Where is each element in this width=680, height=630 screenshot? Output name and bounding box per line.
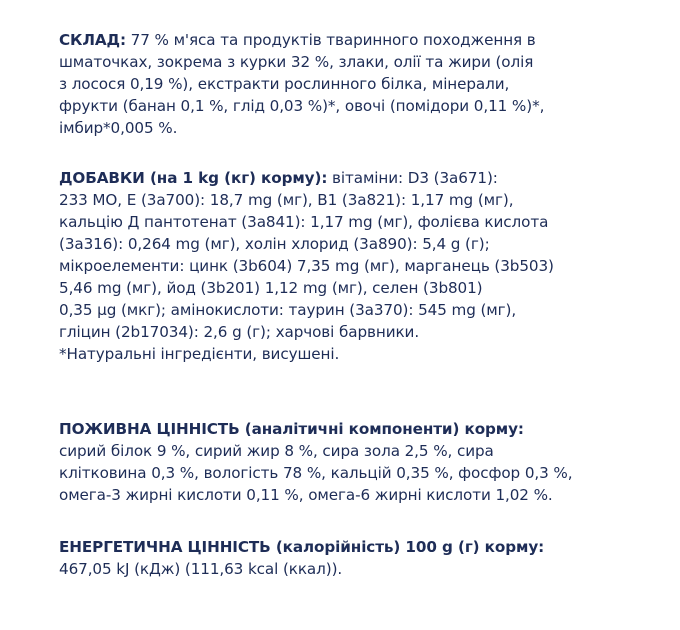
additives-section (59, 167, 659, 365)
energy-heading: ЕНЕРГЕТИЧНА ЦІННІСТЬ (калорійність) 100 g (г) корму: (59, 538, 545, 556)
composition-text: з лосося 0,19 %), екстракти рослинного білка, мінерали, (59, 75, 510, 93)
additives-text: 5,46 mg (мг), йод (3b201) 1,12 mg (мг), селен (3b801) (59, 279, 483, 297)
additives-text: 0,35 µg (мкг); амінокислоти: таурин (3a370): 545 mg (мг), (59, 301, 517, 319)
nutrition-text: клітковина 0,3 %, вологість 78 %, кальцій 0,35 %, фосфор 0,3 %, (59, 464, 573, 482)
composition-text: 77 % м'яса та продуктів тваринного походження в (125, 31, 536, 49)
additives-text: (3a316): 0,264 mg (мг), холін хлорид (3a890): 5,4 g (г); (59, 235, 490, 253)
nutrition-section (59, 418, 659, 506)
energy-text: 467,05 kJ (кДж) (111,63 kcal (ккал)). (59, 560, 343, 578)
nutrition-text: омега-3 жирні кислоти 0,11 %, омега-6 жирні кислоти 1,02 %. (59, 486, 553, 504)
additives-text: вітаміни: D3 (3a671): (327, 169, 498, 187)
composition-line-1 (59, 29, 659, 51)
energy-section (59, 536, 659, 580)
composition-text: імбир*0,005 %. (59, 119, 178, 137)
composition-text: фрукти (банан 0,1 %, глід 0,03 %)*, овочі (помідори 0,11 %)*, (59, 97, 545, 115)
additives-text: 233 МО, E (3a700): 18,7 mg (мг), B1 (3a821): 1,17 mg (мг), (59, 191, 514, 209)
nutrition-text: сирий білок 9 %, сирий жир 8 %, сира зола 2,5 %, сира (59, 442, 494, 460)
composition-text: шматочках, зокрема з курки 32 %, злаки, олії та жири (олія (59, 53, 534, 71)
additives-heading: ДОБАВКИ (на 1 kg (кг) корму): (59, 169, 328, 187)
composition-heading: СКЛАД: (59, 31, 126, 49)
additives-text: гліцин (2b17034): 2,6 g (г); харчові барвники. (59, 323, 420, 341)
additives-text: кальцію Д пантотенат (3a841): 1,17 mg (мг), фолієва кислота (59, 213, 549, 231)
additives-footnote: *Натуральні інгредієнти, висушені. (59, 345, 340, 363)
composition-section (59, 29, 659, 139)
nutrition-heading: ПОЖИВНА ЦІННІСТЬ (аналітичні компоненти) корму: (59, 420, 524, 438)
additives-text: мікроелементи: цинк (3b604) 7,35 mg (мг), марганець (3b503) (59, 257, 554, 275)
additives-line-1 (59, 167, 659, 189)
